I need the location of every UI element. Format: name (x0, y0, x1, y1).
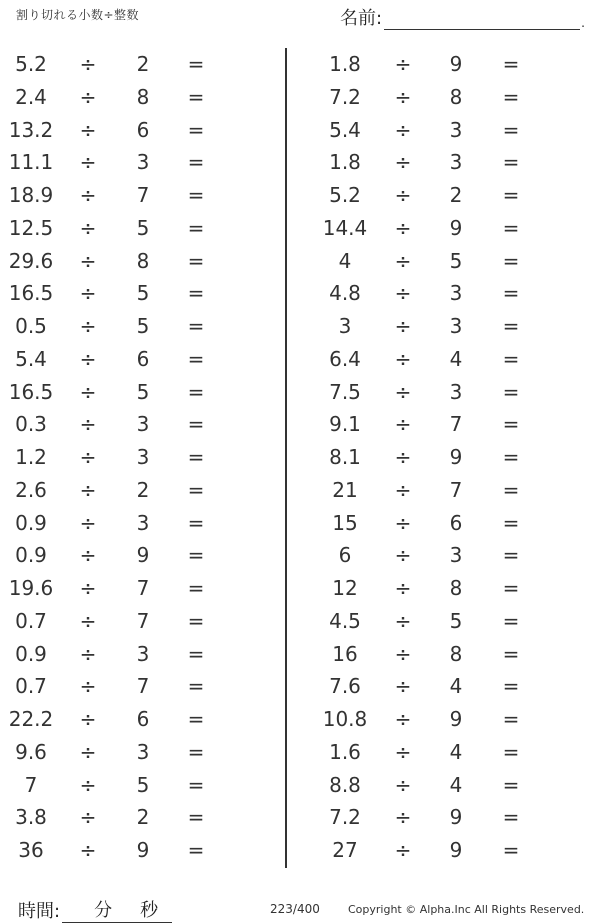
divisor: 4 (449, 772, 463, 797)
dividend: 1.2 (15, 445, 47, 469)
name-blank-line (384, 9, 580, 30)
problem-row (287, 81, 587, 114)
minutes-label: 分 (94, 900, 113, 921)
dividend: 0.3 (15, 412, 47, 437)
division-operator: ÷ (79, 739, 97, 764)
divisor: 3 (136, 445, 150, 469)
time-label: 時間: (18, 901, 61, 922)
division-operator: ÷ (79, 576, 97, 600)
equals-sign: = (502, 707, 520, 731)
problem-row (287, 474, 587, 507)
name-end-dot: . (581, 16, 585, 30)
problem-row (287, 179, 587, 212)
dividend: 7.6 (329, 674, 361, 699)
problem-row (287, 343, 587, 376)
dividend: 2.4 (15, 84, 47, 109)
divisor: 9 (449, 52, 463, 76)
dividend: 19.6 (8, 576, 54, 600)
division-operator: ÷ (394, 346, 412, 371)
problem-row (287, 539, 587, 572)
division-operator: ÷ (79, 674, 97, 699)
equals-sign: = (187, 314, 205, 338)
dividend: 18.9 (8, 183, 54, 207)
division-operator: ÷ (394, 608, 412, 633)
problem-row (287, 48, 587, 81)
equals-sign: = (502, 248, 520, 273)
dividend: 0.9 (15, 510, 47, 535)
dividend: 29.6 (8, 248, 54, 273)
dividend: 5.4 (15, 346, 47, 371)
divisor: 3 (449, 543, 463, 568)
divisor: 6 (136, 707, 150, 731)
divisor: 3 (136, 510, 150, 535)
dividend: 5.4 (329, 117, 361, 142)
problem-row (287, 376, 587, 409)
dividend: 7 (24, 772, 38, 797)
division-operator: ÷ (79, 510, 97, 535)
divisor: 7 (449, 477, 463, 502)
division-operator: ÷ (79, 805, 97, 830)
division-operator: ÷ (394, 445, 412, 469)
problems-right-column (287, 48, 587, 867)
divisor: 3 (449, 379, 463, 404)
problem-row (287, 146, 587, 179)
divisor: 3 (449, 281, 463, 306)
problem-row (0, 343, 285, 376)
problem-row (287, 572, 587, 605)
problem-row (0, 572, 285, 605)
equals-sign: = (187, 805, 205, 830)
division-operator: ÷ (394, 739, 412, 764)
divisor: 7 (136, 183, 150, 207)
dividend: 0.7 (15, 608, 47, 633)
division-operator: ÷ (394, 117, 412, 142)
divisor: 6 (136, 117, 150, 142)
division-operator: ÷ (79, 445, 97, 469)
division-operator: ÷ (79, 248, 97, 273)
dividend: 7.5 (329, 379, 361, 404)
equals-sign: = (502, 739, 520, 764)
equals-sign: = (502, 215, 520, 240)
problem-row (287, 310, 587, 343)
equals-sign: = (187, 52, 205, 76)
divisor: 3 (449, 314, 463, 338)
divisor: 4 (449, 739, 463, 764)
division-operator: ÷ (394, 477, 412, 502)
problem-row (287, 769, 587, 802)
problem-row (0, 605, 285, 638)
divisor: 6 (449, 510, 463, 535)
dividend: 0.5 (15, 314, 47, 338)
divisor: 2 (449, 183, 463, 207)
dividend: 3 (338, 314, 352, 338)
seconds-label: 秒 (140, 900, 159, 921)
equals-sign: = (502, 641, 520, 666)
problem-row (0, 179, 285, 212)
dividend: 7.2 (329, 84, 361, 109)
equals-sign: = (187, 674, 205, 699)
dividend: 4 (338, 248, 352, 273)
divisor: 9 (449, 445, 463, 469)
problem-row (287, 245, 587, 278)
dividend: 0.9 (15, 543, 47, 568)
problem-row (287, 801, 587, 834)
dividend: 0.7 (15, 674, 47, 699)
divisor: 5 (136, 772, 150, 797)
division-operator: ÷ (394, 183, 412, 207)
equals-sign: = (187, 281, 205, 306)
problem-row (0, 81, 285, 114)
name-label: 名前: (340, 8, 383, 29)
division-operator: ÷ (394, 52, 412, 76)
division-operator: ÷ (79, 543, 97, 568)
divisor: 8 (449, 641, 463, 666)
dividend: 9.6 (15, 739, 47, 764)
dividend: 12.5 (8, 215, 54, 240)
divisor: 5 (136, 281, 150, 306)
dividend: 5.2 (329, 183, 361, 207)
problem-row (0, 48, 285, 81)
division-operator: ÷ (79, 838, 97, 862)
divisor: 3 (449, 150, 463, 175)
problem-row (0, 539, 285, 572)
division-operator: ÷ (394, 314, 412, 338)
divisor: 4 (449, 346, 463, 371)
name-field (340, 6, 585, 30)
divisor: 7 (136, 674, 150, 699)
divisor: 9 (136, 838, 150, 862)
dividend: 1.8 (329, 150, 361, 175)
divisor: 3 (449, 117, 463, 142)
division-operator: ÷ (394, 707, 412, 731)
problem-row (0, 670, 285, 703)
equals-sign: = (502, 674, 520, 699)
equals-sign: = (187, 150, 205, 175)
problem-row (0, 277, 285, 310)
equals-sign: = (187, 215, 205, 240)
division-operator: ÷ (79, 707, 97, 731)
divisor: 5 (136, 215, 150, 240)
divisor: 7 (449, 412, 463, 437)
equals-sign: = (187, 641, 205, 666)
division-operator: ÷ (394, 641, 412, 666)
dividend: 14.4 (322, 215, 368, 240)
problem-row (287, 212, 587, 245)
equals-sign: = (502, 608, 520, 633)
divisor: 3 (136, 412, 150, 437)
equals-sign: = (187, 346, 205, 371)
problem-row (287, 834, 587, 867)
division-operator: ÷ (394, 215, 412, 240)
equals-sign: = (187, 739, 205, 764)
equals-sign: = (502, 281, 520, 306)
division-operator: ÷ (79, 608, 97, 633)
problem-row (287, 638, 587, 671)
problem-row (287, 441, 587, 474)
dividend: 16.5 (8, 379, 54, 404)
division-operator: ÷ (394, 510, 412, 535)
divisor: 8 (449, 576, 463, 600)
division-operator: ÷ (394, 412, 412, 437)
division-operator: ÷ (79, 84, 97, 109)
equals-sign: = (502, 183, 520, 207)
problem-row (287, 736, 587, 769)
divisor: 2 (136, 52, 150, 76)
dividend: 8.1 (329, 445, 361, 469)
divisor: 8 (136, 84, 150, 109)
division-operator: ÷ (394, 281, 412, 306)
problem-row (0, 834, 285, 867)
problem-row (0, 703, 285, 736)
dividend: 0.9 (15, 641, 47, 666)
dividend: 8.8 (329, 772, 361, 797)
problem-row (287, 408, 587, 441)
division-operator: ÷ (79, 772, 97, 797)
copyright-notice: Copyright © Alpha.Inc All Rights Reserved. (348, 903, 585, 916)
dividend: 16 (332, 641, 358, 666)
divisor: 9 (449, 707, 463, 731)
division-operator: ÷ (394, 543, 412, 568)
divisor: 7 (136, 576, 150, 600)
dividend: 12 (332, 576, 358, 600)
divisor: 9 (449, 805, 463, 830)
dividend: 27 (332, 838, 358, 862)
equals-sign: = (187, 608, 205, 633)
problem-row (287, 114, 587, 147)
problem-row (287, 507, 587, 540)
dividend: 4.5 (329, 608, 361, 633)
problems-left-column (0, 48, 285, 867)
division-operator: ÷ (79, 150, 97, 175)
equals-sign: = (502, 84, 520, 109)
division-operator: ÷ (79, 477, 97, 502)
division-operator: ÷ (394, 674, 412, 699)
division-operator: ÷ (394, 805, 412, 830)
problem-row (0, 507, 285, 540)
divisor: 8 (449, 84, 463, 109)
division-operator: ÷ (394, 576, 412, 600)
division-operator: ÷ (79, 117, 97, 142)
division-operator: ÷ (394, 248, 412, 273)
dividend: 7.2 (329, 805, 361, 830)
dividend: 4.8 (329, 281, 361, 306)
equals-sign: = (187, 543, 205, 568)
dividend: 1.8 (329, 52, 361, 76)
equals-sign: = (502, 805, 520, 830)
division-operator: ÷ (79, 379, 97, 404)
equals-sign: = (502, 412, 520, 437)
equals-sign: = (187, 772, 205, 797)
problem-row (0, 245, 285, 278)
problem-row (0, 769, 285, 802)
divisor: 9 (449, 215, 463, 240)
divisor: 5 (136, 379, 150, 404)
divisor: 5 (449, 248, 463, 273)
divisor: 3 (136, 641, 150, 666)
problem-row (0, 474, 285, 507)
problem-row (287, 703, 587, 736)
equals-sign: = (187, 248, 205, 273)
equals-sign: = (187, 838, 205, 862)
divisor: 9 (449, 838, 463, 862)
division-operator: ÷ (394, 84, 412, 109)
dividend: 36 (18, 838, 44, 862)
problem-row (0, 376, 285, 409)
equals-sign: = (502, 117, 520, 142)
problem-row (287, 277, 587, 310)
division-operator: ÷ (79, 641, 97, 666)
equals-sign: = (187, 576, 205, 600)
problem-row (287, 605, 587, 638)
equals-sign: = (502, 838, 520, 862)
division-operator: ÷ (79, 281, 97, 306)
problem-row (287, 670, 587, 703)
divisor: 6 (136, 346, 150, 371)
worksheet-title: 割り切れる小数÷整数 (16, 8, 140, 22)
time-blanks (62, 896, 172, 923)
dividend: 22.2 (8, 707, 54, 731)
time-field (18, 896, 172, 923)
dividend: 21 (332, 477, 358, 502)
dividend: 3.8 (15, 805, 47, 830)
problem-row (0, 114, 285, 147)
equals-sign: = (187, 117, 205, 142)
dividend: 11.1 (8, 150, 54, 175)
equals-sign: = (502, 379, 520, 404)
dividend: 6 (338, 543, 352, 568)
dividend: 15 (332, 510, 358, 535)
dividend: 6.4 (329, 346, 361, 371)
problem-row (0, 441, 285, 474)
equals-sign: = (187, 445, 205, 469)
division-operator: ÷ (79, 412, 97, 437)
divisor: 5 (449, 608, 463, 633)
divisor: 8 (136, 248, 150, 273)
equals-sign: = (502, 314, 520, 338)
dividend: 16.5 (8, 281, 54, 306)
equals-sign: = (502, 52, 520, 76)
problem-row (0, 310, 285, 343)
equals-sign: = (187, 183, 205, 207)
equals-sign: = (187, 84, 205, 109)
division-operator: ÷ (394, 772, 412, 797)
equals-sign: = (502, 477, 520, 502)
dividend: 13.2 (8, 117, 54, 142)
problem-row (0, 212, 285, 245)
divisor: 2 (136, 477, 150, 502)
equals-sign: = (502, 510, 520, 535)
problem-row (0, 736, 285, 769)
divisor: 3 (136, 150, 150, 175)
divisor: 7 (136, 608, 150, 633)
equals-sign: = (187, 477, 205, 502)
equals-sign: = (187, 707, 205, 731)
equals-sign: = (187, 510, 205, 535)
problem-row (0, 801, 285, 834)
equals-sign: = (502, 150, 520, 175)
problem-row (0, 638, 285, 671)
division-operator: ÷ (79, 346, 97, 371)
equals-sign: = (502, 445, 520, 469)
problem-row (0, 146, 285, 179)
dividend: 5.2 (15, 52, 47, 76)
division-operator: ÷ (394, 150, 412, 175)
division-operator: ÷ (394, 838, 412, 862)
equals-sign: = (502, 346, 520, 371)
equals-sign: = (187, 379, 205, 404)
division-operator: ÷ (79, 52, 97, 76)
divisor: 2 (136, 805, 150, 830)
dividend: 9.1 (329, 412, 361, 437)
division-operator: ÷ (79, 215, 97, 240)
division-operator: ÷ (394, 379, 412, 404)
dividend: 1.6 (329, 739, 361, 764)
problem-row (0, 408, 285, 441)
divisor: 4 (449, 674, 463, 699)
dividend: 2.6 (15, 477, 47, 502)
equals-sign: = (187, 412, 205, 437)
dividend: 10.8 (322, 707, 368, 731)
division-operator: ÷ (79, 314, 97, 338)
divisor: 9 (136, 543, 150, 568)
divisor: 3 (136, 739, 150, 764)
equals-sign: = (502, 576, 520, 600)
division-operator: ÷ (79, 183, 97, 207)
divisor: 5 (136, 314, 150, 338)
equals-sign: = (502, 772, 520, 797)
equals-sign: = (502, 543, 520, 568)
page-counter: 223/400 (270, 902, 320, 916)
